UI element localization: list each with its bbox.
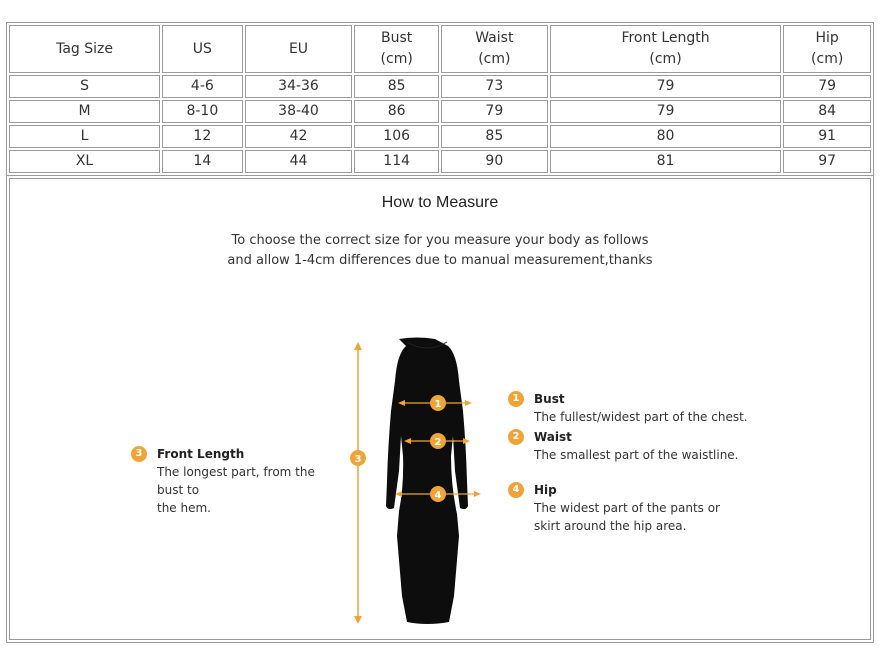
cell-bust: 114: [354, 150, 439, 173]
cell-us: 14: [162, 150, 243, 173]
table-header-row: [9, 25, 871, 73]
table-row: [9, 150, 871, 173]
hip-desc-1: The widest part of the pants or: [534, 501, 720, 515]
size-chart-table: [6, 22, 874, 176]
front-length-desc-1: The longest part, from the bust to: [157, 465, 315, 497]
front-length-marker: [350, 450, 366, 466]
dress-illustration: [347, 336, 497, 626]
table-row: [9, 125, 871, 148]
front-length-desc-2: the hem.: [157, 501, 211, 515]
table-row: [9, 75, 871, 98]
waist-marker: [430, 433, 446, 449]
bust-title: Bust: [534, 392, 565, 406]
cell-hip: 84: [783, 100, 871, 123]
cell-bust: 85: [354, 75, 439, 98]
front-length-badge: 3: [131, 446, 147, 462]
header-tag-size: Tag Size: [9, 25, 160, 73]
cell-bust: 86: [354, 100, 439, 123]
cell-tag-size: XL: [9, 150, 160, 173]
legend-front-length: [131, 445, 331, 517]
cell-tag-size: L: [9, 125, 160, 148]
svg-text:2: 2: [434, 437, 442, 448]
header-eu: EU: [245, 25, 353, 73]
cell-hip: 97: [783, 150, 871, 173]
cell-hip: 91: [783, 125, 871, 148]
cell-waist: 79: [441, 100, 548, 123]
cell-us: 8-10: [162, 100, 243, 123]
cell-tag-size: S: [9, 75, 160, 98]
waist-title: Waist: [534, 430, 572, 444]
how-to-measure-panel: [6, 175, 874, 643]
cell-front-length: 79: [550, 100, 782, 123]
legend-waist: [508, 428, 758, 464]
header-hip: Hip (cm): [783, 25, 871, 73]
header-us: US: [162, 25, 243, 73]
svg-text:4: 4: [434, 490, 442, 501]
hip-badge: 4: [508, 482, 524, 498]
cell-front-length: 81: [550, 150, 782, 173]
hip-title: Hip: [534, 483, 557, 497]
header-waist: Waist (cm): [441, 25, 548, 73]
measure-intro: [7, 231, 873, 271]
waist-badge: 2: [508, 429, 524, 445]
front-length-arrow: [354, 342, 362, 624]
cell-tag-size: M: [9, 100, 160, 123]
dress-shape: [386, 338, 468, 625]
cell-waist: 85: [441, 125, 548, 148]
bust-desc: The fullest/widest part of the chest.: [534, 410, 748, 424]
intro-line-1: To choose the correct size for you measure your body as follows: [231, 233, 649, 248]
header-bust: Bust (cm): [354, 25, 439, 73]
cell-waist: 73: [441, 75, 548, 98]
cell-hip: 79: [783, 75, 871, 98]
cell-front-length: 80: [550, 125, 782, 148]
table-row: [9, 100, 871, 123]
legend-hip: [508, 481, 758, 535]
bust-badge: 1: [508, 391, 524, 407]
measure-title: How to Measure: [381, 194, 499, 211]
svg-text:3: 3: [354, 454, 362, 465]
cell-eu: 44: [245, 150, 353, 173]
cell-eu: 38-40: [245, 100, 353, 123]
hip-desc-2: skirt around the hip area.: [534, 519, 687, 533]
intro-line-2: and allow 1-4cm differences due to manual measurement,thanks: [227, 253, 653, 268]
cell-eu: 42: [245, 125, 353, 148]
hip-marker: [430, 486, 446, 502]
bust-marker: [430, 395, 446, 411]
cell-waist: 90: [441, 150, 548, 173]
cell-eu: 34-36: [245, 75, 353, 98]
cell-bust: 106: [354, 125, 439, 148]
svg-text:1: 1: [434, 399, 442, 410]
cell-us: 12: [162, 125, 243, 148]
cell-front-length: 79: [550, 75, 782, 98]
waist-desc: The smallest part of the waistline.: [534, 448, 739, 462]
front-length-title: Front Length: [157, 447, 245, 461]
legend-bust: [508, 390, 758, 426]
cell-us: 4-6: [162, 75, 243, 98]
header-front-length: Front Length (cm): [550, 25, 782, 73]
